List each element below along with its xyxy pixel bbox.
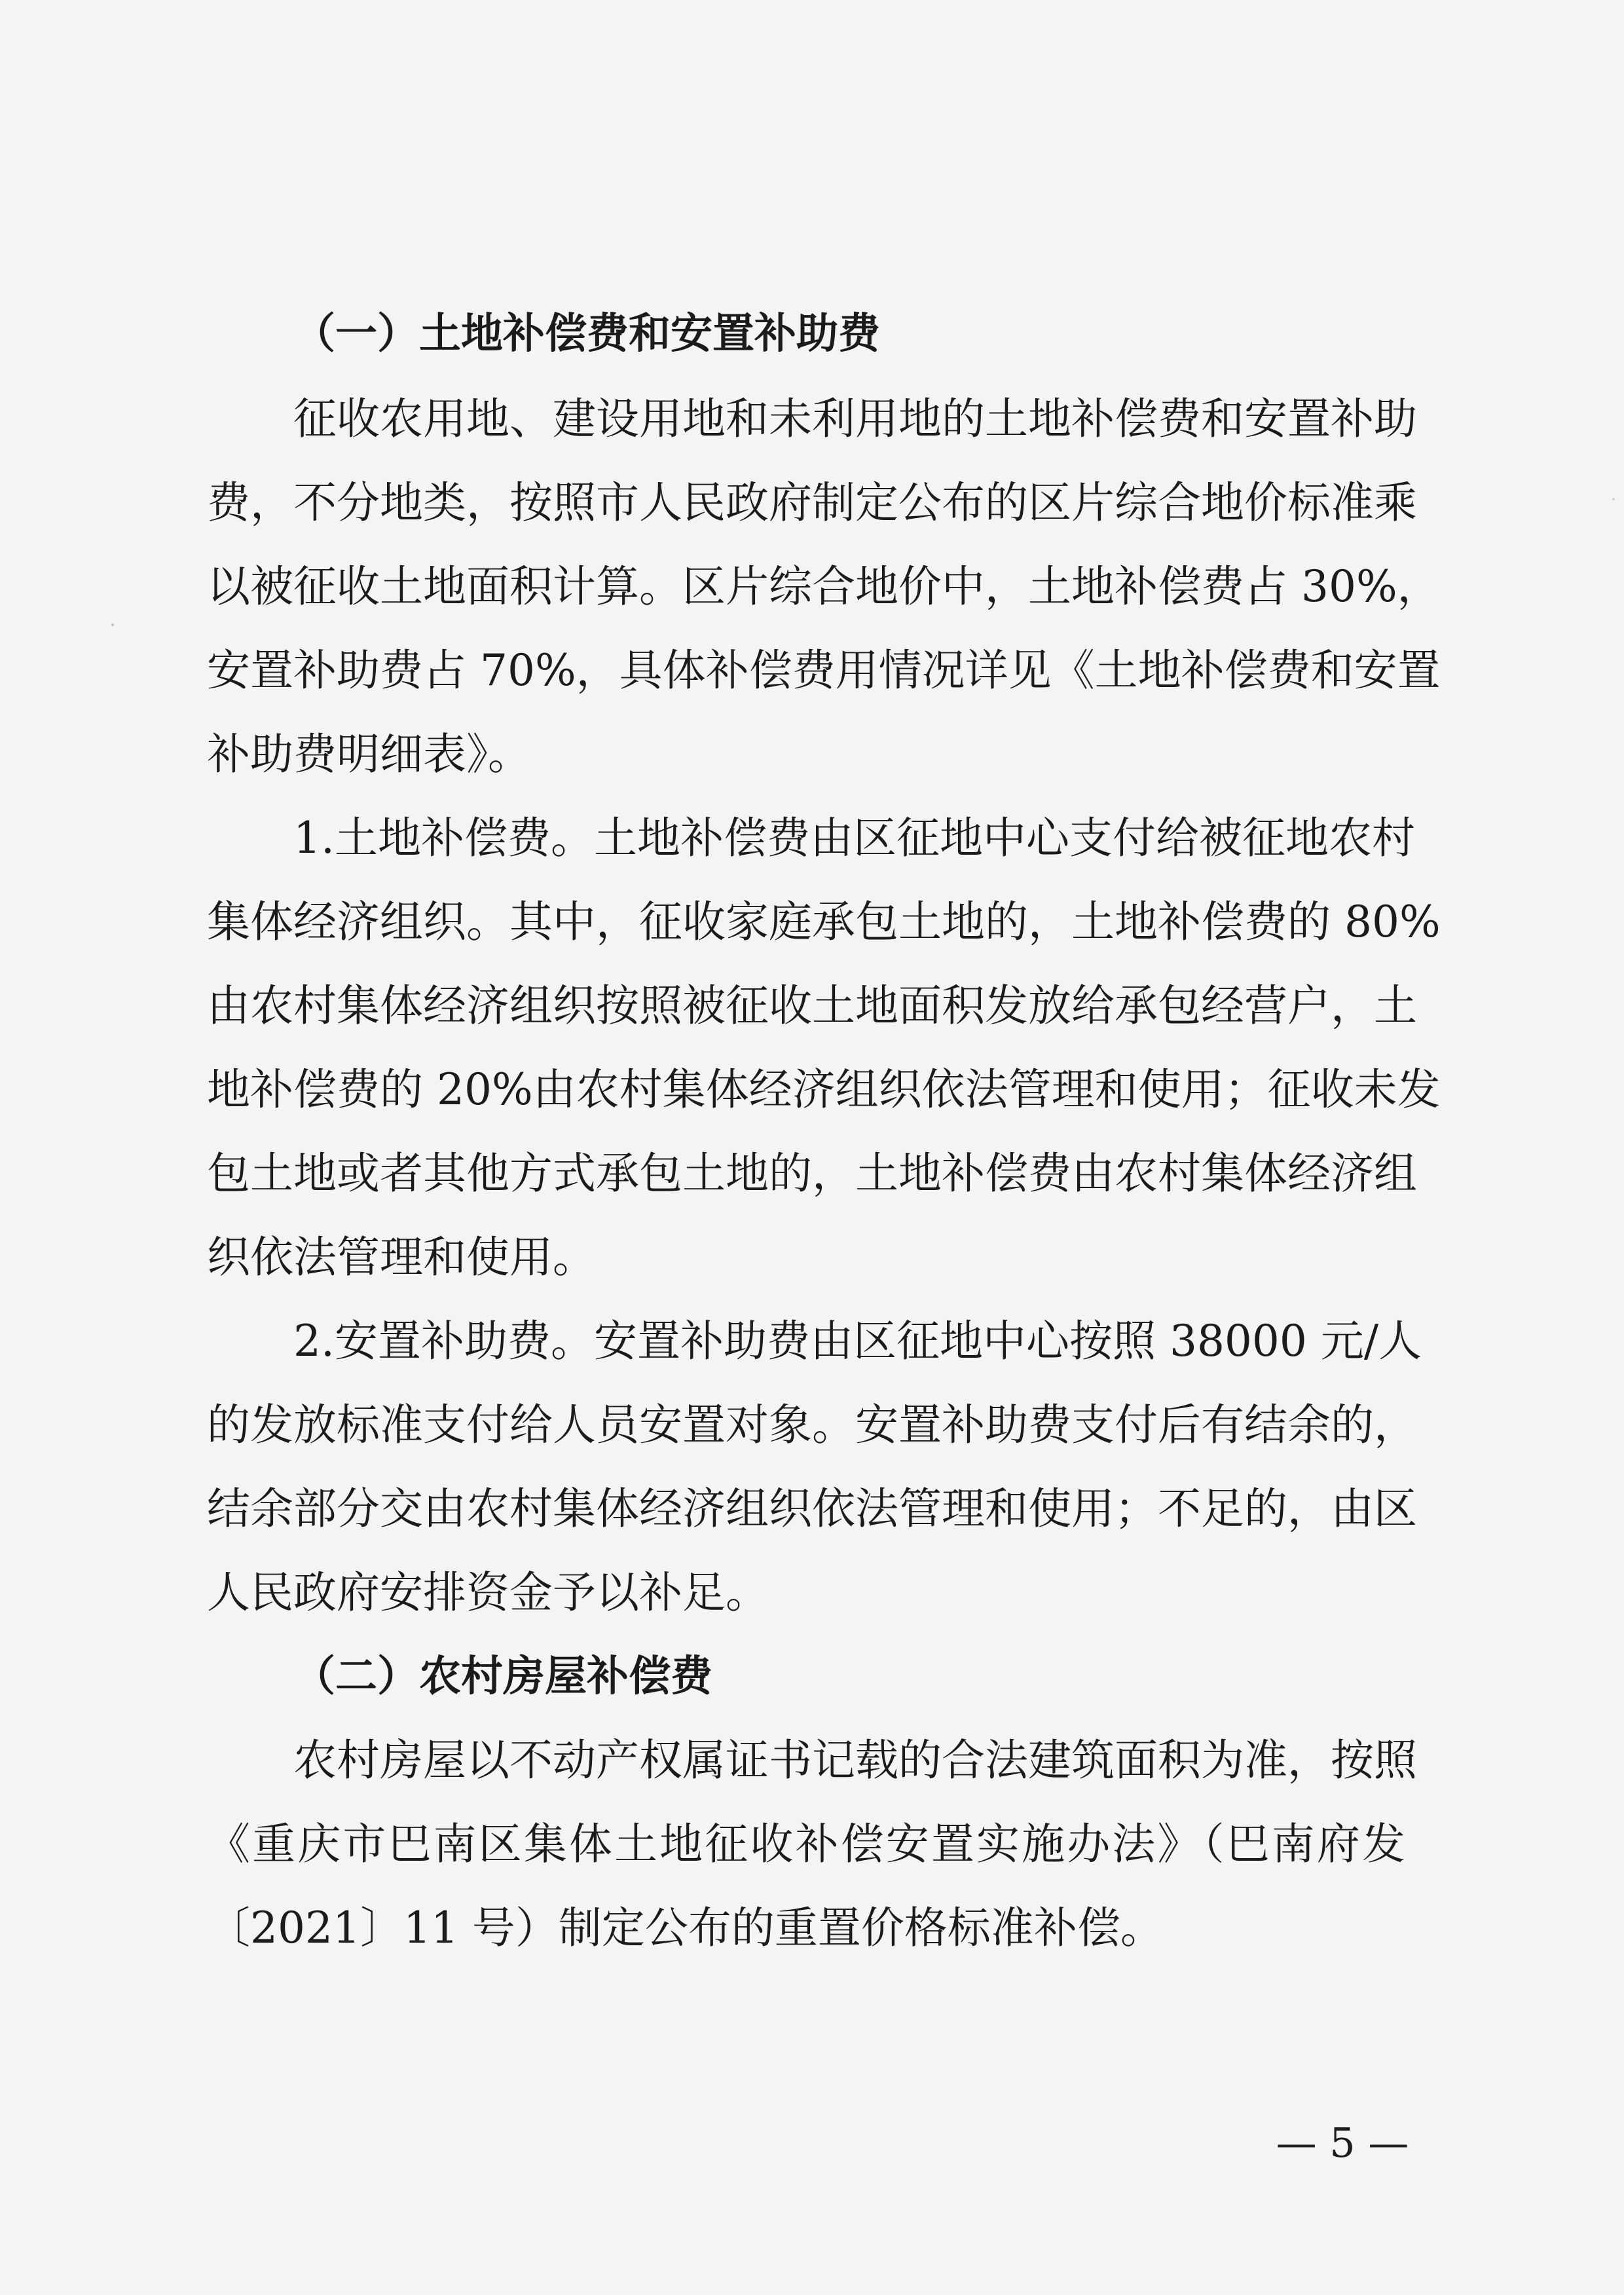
paragraph-line: 的发放标准支付给人员安置对象。安置补助费支付后有结余的， xyxy=(207,1400,1417,1450)
paragraph-line: 织依法管理和使用。 xyxy=(207,1232,596,1282)
paragraph-line: 结余部分交由农村集体经济组织依法管理和使用；不足的，由区 xyxy=(207,1483,1417,1534)
list-item-land-compensation: 1.土地补偿费。土地补偿费由区征地中心支付给被征地农村 xyxy=(293,813,1415,863)
paragraph-line: 由农村集体经济组织按照被征收土地面积发放给承包经营户，土 xyxy=(207,980,1417,1031)
paragraph-line: 费，不分地类，按照市人民政府制定公布的区片综合地价标准乘 xyxy=(207,477,1417,528)
section-heading-house-compensation: （二）农村房屋补偿费 xyxy=(293,1652,712,1701)
paragraph-line: 地补偿费的 20%由农村集体经济组织依法管理和使用；征收未发 xyxy=(207,1064,1441,1115)
page-number: — 5 — xyxy=(1276,2119,1409,2167)
paragraph-line: 补助费明细表》。 xyxy=(207,729,531,779)
paragraph-line: 农村房屋以不动产权属证书记载的合法建筑面积为准，按照 xyxy=(293,1735,1417,1785)
paragraph-line: 包土地或者其他方式承包土地的，土地补偿费由农村集体经济组 xyxy=(207,1148,1417,1199)
paragraph-line: 安置补助费占 70%，具体补偿费用情况详见《土地补偿费和安置 xyxy=(207,645,1441,696)
scan-speck xyxy=(1612,498,1615,500)
paragraph-line: 人民政府安排资金予以补足。 xyxy=(207,1567,769,1618)
section-heading-land-compensation: （一）土地补偿费和安置补助费 xyxy=(293,310,880,358)
paragraph-line: 征收农用地、建设用地和未利用地的土地补偿费和安置补助 xyxy=(293,394,1417,444)
paragraph-line: 以被征收土地面积计算。区片综合地价中，土地补偿费占 30%， xyxy=(207,561,1441,612)
paragraph-line: 集体经济组织。其中，征收家庭承包土地的，土地补偿费的 80% xyxy=(207,897,1441,947)
scan-speck xyxy=(111,624,114,626)
paragraph-line: 〔2021〕11 号）制定公布的重置价格标准补偿。 xyxy=(207,1903,1164,1953)
paragraph-line: 《重庆市巴南区集体土地征收补偿安置实施办法》（巴南府发 xyxy=(207,1819,1405,1869)
list-item-resettlement-subsidy: 2.安置补助费。安置补助费由区征地中心按照 38000 元/人 xyxy=(293,1316,1422,1366)
